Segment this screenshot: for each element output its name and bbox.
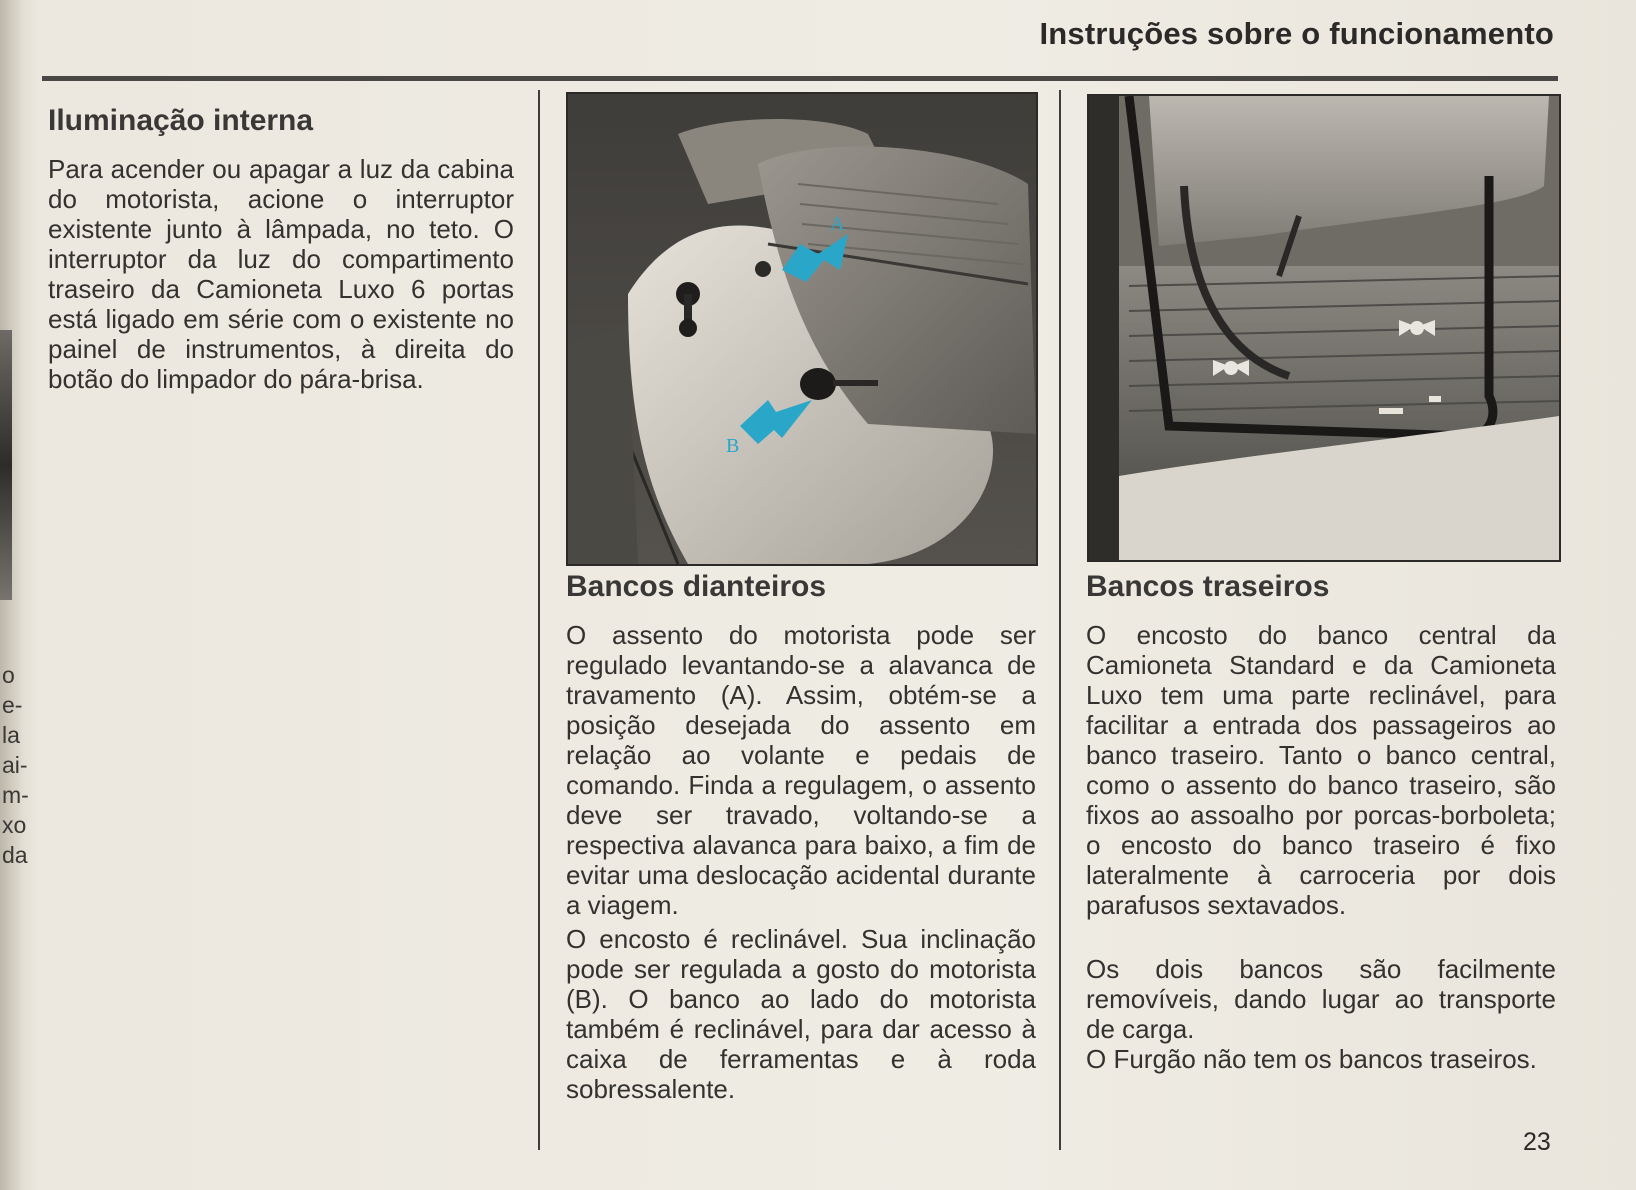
rear-seats-body-1: O encosto do banco central da Camioneta Standard e da Camioneta Luxo tem uma parte reclinável, para facilitar a entrada dos passageiros ao banco traseiro. Tanto o banco central, como o assento do banco traseiro, são fixos ao assoalho por porcas-borboleta; o encosto do banco traseiro é fixo lateralmente à carroceria por dois parafusos sextavados. [1086,620,1556,920]
fragment-line: ai- [2,752,28,778]
label-b: B [726,435,740,457]
fragment-line: da [2,842,28,868]
front-seats-photo [566,92,1038,566]
column-divider-left [538,90,540,1150]
rear-seats-body-2: Os dois bancos são facilmente removíveis, dando lugar ao transporte de carga. [1086,954,1556,1044]
header-rule [42,76,1558,81]
lighting-body: Para acender ou apagar a luz da cabina do motorista, acione o interruptor existente junto à lâmpada, no teto. O interruptor da luz do compartimento traseiro da Camioneta Luxo 6 portas está ligado em série com o existente no painel de instrumentos, à direita do botão do limpador do pára-brisa. [48,154,514,394]
fragment-line: la [2,722,20,748]
section-title-front-seats: Bancos dianteiros [566,570,827,603]
page-header-title: Instruções sobre o funcionamento [1039,16,1554,51]
fragment-line: m- [2,782,29,808]
rear-seats-photo [1087,94,1561,562]
front-seats-body-2: O encosto é reclinável. Sua inclinação pode ser regulada a gosto do motorista (B). O banco ao lado do motorista também é reclinável, para dar acesso à caixa de ferramentas e à roda sobressalente. [566,924,1036,1104]
column-divider-right [1059,90,1061,1150]
section-title-lighting: Iluminação interna [48,104,314,137]
label-a: A [830,213,845,235]
fragment-line: xo [2,812,27,838]
rear-seats-body-3: O Furgão não tem os bancos traseiros. [1086,1044,1537,1074]
fragment-line: e- [2,692,23,718]
section-title-rear-seats: Bancos traseiros [1086,570,1330,603]
front-seats-body-1: O assento do motorista pode ser regulado levantando-se a alavanca de travamento (A). Assim, obtém-se a posição desejada do assento em relação ao volante e pedais de comando. Finda a regulagem, o assento deve ser travado, voltando-se a respectiva alavanca para baixo, a fim de evitar uma deslocação acidental durante a viagem. [566,620,1036,920]
previous-page-text-fragment [2,660,29,870]
fragment-line: o [2,662,15,688]
page-number: 23 [1523,1128,1551,1156]
previous-page-photo-edge [0,330,12,600]
